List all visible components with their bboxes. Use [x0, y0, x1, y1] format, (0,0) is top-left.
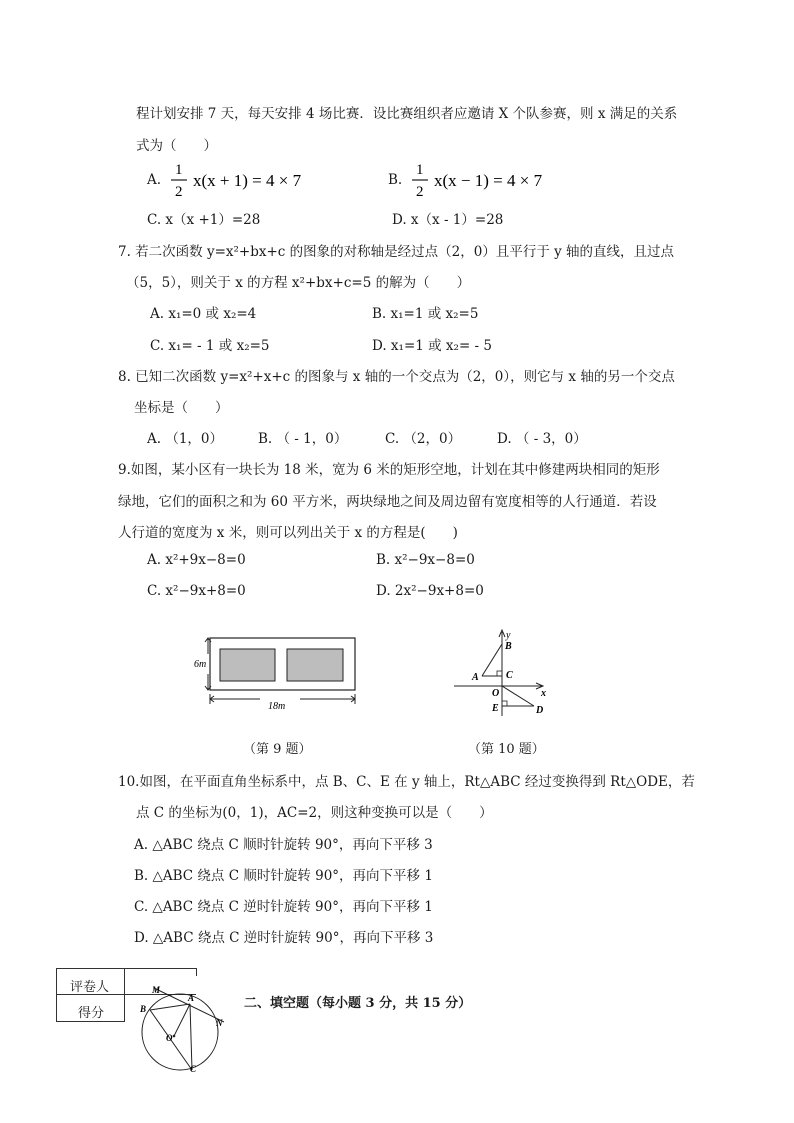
fraction-denominator: 2 — [416, 184, 424, 200]
q10-option-c: C. △ABC 绕点 C 逆时针旋转 90°，再向下平移 1 — [134, 899, 433, 915]
q8-option-d: D. （ - 3，0） — [497, 431, 587, 447]
point-label-N: N — [216, 1018, 223, 1028]
point-label-M: M — [152, 985, 161, 995]
q8-option-b: B. （ - 1，0） — [258, 431, 348, 447]
q9-text-line3: 人行道的宽度为 x 米，则可以列出关于 x 的方程是( ) — [118, 525, 458, 541]
point-label-A: A — [188, 993, 195, 1003]
score-table-score: 得分 — [78, 1006, 105, 1021]
q6-option-b-formula — [410, 160, 630, 200]
q9-option-b: B. x²−9x−8=0 — [376, 552, 475, 568]
q6-option-a-formula — [169, 160, 369, 200]
figure-9 — [190, 632, 370, 712]
q9-text-line2: 绿地，它们的面积之和为 60 平方米，两块绿地之间及周边留有宽度相等的人行通道．若设 — [118, 494, 657, 510]
point-label-C: C — [190, 1064, 197, 1074]
q7-option-b: B. x₁=1 或 x₂=5 — [372, 306, 479, 322]
circle-figure — [134, 980, 234, 1076]
formula-body: x(x + 1) = 4 × 7 — [193, 171, 302, 190]
axis-label-x: x — [541, 688, 546, 699]
fraction-denominator: 2 — [175, 184, 183, 200]
q7-text-line2: （5，5），则关于 x 的方程 x²+bx+c=5 的解为（ ） — [126, 275, 471, 291]
q6-option-d: D. x（x - 1）=28 — [392, 212, 504, 228]
q8-option-a: A. （1，0） — [147, 431, 224, 447]
figure-10-caption: （第 10 题） — [468, 742, 545, 757]
point-label-O: O — [166, 1033, 173, 1043]
q8-text-line1: 8. 已知二次函数 y=x²+x+c 的图象与 x 轴的一个交点为（2，0），则它与 x 轴的另一个交点 — [118, 369, 675, 385]
section-2-title: 二、填空题（每小题 3 分，共 15 分） — [244, 996, 472, 1011]
q10-text-line1: 10.如图，在平面直角坐标系中，点 B、C、E 在 y 轴上，Rt△ABC 经过变换得到 Rt△ODE，若 — [118, 774, 695, 790]
q6-text-line1: 程计划安排 7 天，每天安排 4 场比赛．设比赛组织者应邀请 X 个队参赛，则 x 满足的关系 — [136, 106, 678, 122]
q10-option-d: D. △ABC 绕点 C 逆时针旋转 90°，再向下平移 3 — [134, 930, 434, 946]
axis-label-y: y — [506, 630, 511, 641]
q8-text-line2: 坐标是（ ） — [134, 400, 229, 416]
fraction-numerator: 1 — [175, 162, 183, 178]
figure-9-caption: （第 9 题） — [243, 742, 312, 757]
q7-option-a: A. x₁=0 或 x₂=4 — [150, 306, 257, 322]
q10-option-a: A. △ABC 绕点 C 顺时针旋转 90°，再向下平移 3 — [134, 837, 433, 853]
point-label-D: D — [536, 705, 544, 716]
q7-text-line1: 7. 若二次函数 y=x²+bx+c 的图象的对称轴是经过点（2，0）且平行于 y 轴的直线，且过点 — [118, 244, 675, 260]
score-table-reviewer: 评卷人 — [70, 980, 110, 995]
fraction-numerator: 1 — [416, 162, 424, 178]
q6-text-line2: 式为（ ） — [136, 138, 217, 154]
point-label-A: A — [472, 672, 479, 683]
point-label-B: B — [505, 641, 512, 652]
q10-text-line2: 点 C 的坐标为(0，1)，AC=2，则这种变换可以是（ ） — [136, 805, 493, 821]
option-label: B. — [388, 172, 403, 188]
q9-text-line1: 9.如图，某小区有一块长为 18 米，宽为 6 米的矩形空地，计划在其中修建两块相同的矩形 — [118, 462, 660, 478]
option-label: A. — [147, 172, 162, 188]
q8-option-c: C. （2，0） — [385, 431, 462, 447]
formula-body: x(x − 1) = 4 × 7 — [434, 171, 543, 190]
point-label-C: C — [506, 670, 513, 681]
q7-option-c: C. x₁= - 1 或 x₂=5 — [150, 338, 270, 354]
dim-label-6m: 6m — [194, 659, 207, 670]
dim-label-18m: 18m — [268, 701, 286, 712]
q10-option-b: B. △ABC 绕点 C 顺时针旋转 90°，再向下平移 1 — [134, 868, 433, 884]
q9-option-c: C. x²−9x+8=0 — [147, 583, 246, 599]
point-label-B: B — [140, 1004, 147, 1014]
point-label-O: O — [492, 688, 500, 699]
q9-option-d: D. 2x²−9x+8=0 — [376, 583, 484, 599]
figure-10 — [450, 626, 560, 718]
point-label-E: E — [492, 703, 499, 714]
q7-option-d: D. x₁=1 或 x₂= - 5 — [372, 338, 493, 354]
q9-option-a: A. x²+9x−8=0 — [147, 552, 246, 568]
q6-option-c: C. x（x +1）=28 — [147, 212, 261, 228]
